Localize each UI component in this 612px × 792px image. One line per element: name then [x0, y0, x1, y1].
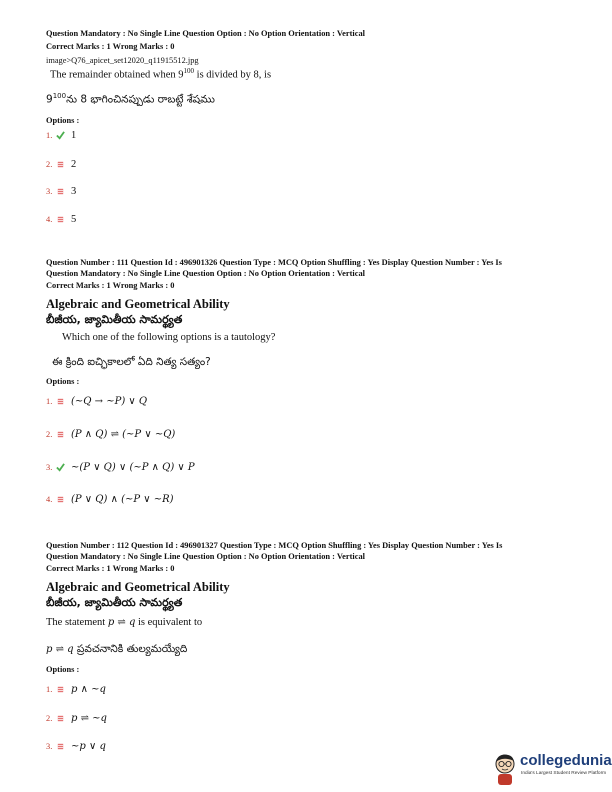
b1-qte-base: 9 [46, 93, 53, 106]
correct-check-icon [56, 463, 65, 472]
b3-qte-post: ప్రవచనానికి తుల్యమయ్యేది [73, 643, 188, 655]
b1-meta-line: Question Mandatory : No Single Line Question Option : No Option Orientation : Vertical [46, 29, 365, 38]
option-text: (~Q → ~P) ∨ Q [71, 396, 148, 407]
b3-marks-line: Correct Marks : 1 Wrong Marks : 0 [46, 564, 175, 573]
b3-q-pre: The statement [46, 617, 108, 628]
wrong-mark-icon [56, 714, 65, 723]
option-text: (P ∧ Q) ⇌ (~P ∨ ~Q) [71, 429, 176, 440]
b1-question-en [50, 67, 271, 81]
b2-options-label: Options : [46, 377, 80, 386]
option-number: 2. [46, 714, 53, 723]
option-number: 2. [46, 430, 53, 439]
b1-q-pre: The remainder obtained when 9 [50, 69, 184, 81]
b1-q-exp: 100 [183, 67, 195, 75]
b2-question-en: Which one of the following options is a tautology? [62, 332, 276, 343]
option-text: ~(P ∨ Q) ∨ (~P ∧ Q) ∨ P [71, 462, 195, 473]
b3-qte-math: p ⇌ q [46, 644, 74, 655]
b2-option-3[interactable] [46, 462, 195, 473]
b3-section-en: Algebraic and Geometrical Ability [46, 580, 230, 594]
option-number: 3. [46, 187, 53, 196]
wrong-mark-icon [56, 495, 65, 504]
option-text: 1 [71, 130, 77, 141]
option-number: 2. [46, 160, 53, 169]
b1-option-3[interactable] [46, 186, 76, 197]
b3-option-3[interactable] [46, 741, 106, 752]
b2-option-2[interactable] [46, 429, 175, 440]
b2-option-4[interactable] [46, 494, 174, 505]
b1-option-4[interactable] [46, 214, 76, 225]
wrong-mark-icon [56, 430, 65, 439]
b1-marks-line: Correct Marks : 1 Wrong Marks : 0 [46, 42, 175, 51]
wrong-mark-icon [56, 160, 65, 169]
b1-option-1[interactable] [46, 130, 76, 141]
option-text: 3 [71, 186, 77, 197]
option-text: p ∧ ~q [71, 684, 106, 695]
wrong-mark-icon [56, 685, 65, 694]
b1-options-label: Options : [46, 116, 80, 125]
option-number: 1. [46, 131, 53, 140]
b2-meta-line: Question Mandatory : No Single Line Question Option : No Option Orientation : Vertical [46, 269, 365, 278]
b3-meta-line: Question Mandatory : No Single Line Question Option : No Option Orientation : Vertical [46, 552, 365, 561]
b2-section-te: బీజీయ, జ్యామితీయ సామర్థ్యత [46, 313, 183, 326]
option-number: 1. [46, 397, 53, 406]
option-text: (P ∨ Q) ∧ (~P ∨ ~R) [71, 494, 174, 505]
wrong-mark-icon [56, 742, 65, 751]
b3-section-te: బీజీయ, జ్యామితీయ సామర్థ్యత [46, 596, 183, 609]
b3-question-en [46, 617, 202, 628]
option-number: 4. [46, 495, 53, 504]
wrong-mark-icon [56, 187, 65, 196]
correct-check-icon [56, 131, 65, 140]
option-text: 5 [71, 214, 77, 225]
b1-question-te [46, 92, 215, 109]
logo-wordmark: collegedunia [520, 752, 612, 769]
b1-option-2[interactable] [46, 159, 76, 170]
b1-qte-exp: 100 [52, 92, 67, 100]
b2-question-te: ఈ క్రింది ఐచ్ఛికాలలో ఏది నిత్య సత్యం? [52, 356, 211, 368]
logo-tagline: India's Largest Student Review Platform [521, 771, 607, 776]
option-text: ~p ∨ q [71, 741, 106, 752]
collegedunia-logo[interactable] [492, 750, 612, 788]
b3-option-2[interactable] [46, 713, 107, 724]
option-number: 3. [46, 463, 53, 472]
b1-image-ref: image>Q76_apicet_set12020_q11915512.jpg [46, 56, 199, 65]
option-text: 2 [71, 159, 77, 170]
b3-q-math: p ⇌ q [107, 617, 136, 628]
b1-q-post: is divided by 8, is [194, 69, 272, 81]
b3-option-1[interactable] [46, 684, 106, 695]
option-number: 4. [46, 215, 53, 224]
b3-q-post: is equivalent to [135, 617, 203, 628]
b3-header-line: Question Number : 112 Question Id : 496901327 Question Type : MCQ Option Shuffling : Yes Display Question Number : Yes Is [46, 541, 503, 550]
wrong-mark-icon [56, 397, 65, 406]
b2-marks-line: Correct Marks : 1 Wrong Marks : 0 [46, 281, 175, 290]
option-number: 1. [46, 685, 53, 694]
option-text: p ⇌ ~q [71, 713, 107, 724]
student-mascot-icon [492, 752, 518, 786]
b2-option-1[interactable] [46, 396, 147, 407]
wrong-mark-icon [56, 215, 65, 224]
option-number: 3. [46, 742, 53, 751]
b3-question-te [46, 643, 187, 658]
b3-options-label: Options : [46, 665, 80, 674]
b2-header-line: Question Number : 111 Question Id : 496901326 Question Type : MCQ Option Shuffling : Yes Display Question Number : Yes Is [46, 258, 502, 267]
b2-section-en: Algebraic and Geometrical Ability [46, 297, 230, 311]
b1-qte-post: ను 8 భాగించినప్పుడు రాబట్టే శేషము [66, 93, 215, 106]
